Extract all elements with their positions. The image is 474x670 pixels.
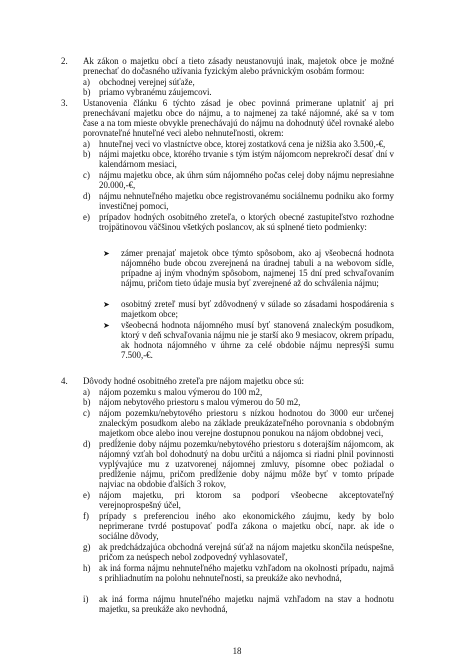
arrow-bullet-icon: ➤ [103,249,110,258]
section-2-item-a: obchodnej verejnej súťaže, [99,77,195,87]
condition-bullet: všeobecná hodnota nájomného musí byť stanovená znaleckým posudkom, ktorý v deň schvaľovania nájmu nie je starší ako 9 mesiacov, okrem prípadu, ak hodnota nájomného v úhrne za celé obdobie nájmu nepresýši sumu 7.500,-€. [121,320,394,360]
section-3-item-c: nájmu majetku obce, ak úhrn súm nájomného počas celej doby nájmu nepresiahne 20.000,-€, [99,170,394,190]
section-4-item-c-letter: c) [83,408,90,418]
page-number: 18 [232,646,242,656]
section-2-item-b: priamo vybranému záujemcovi. [99,87,212,97]
section-3-item-a-letter: a) [83,139,90,149]
condition-bullet: osobitný zreteľ musí byť zdôvodnený v súlade so zásadami hospodárenia s majetkom obce; [121,299,394,319]
section-4-number: 4. [61,376,68,386]
section-3-item-d-letter: d) [83,191,91,201]
section-4-item-h-letter: h) [83,563,91,573]
section-4-item-a: nájom pozemku s malou výmerou do 100 m2, [99,387,263,397]
section-2-item-b-letter: b) [83,87,91,97]
arrow-bullet-icon: ➤ [103,300,110,309]
section-2-number: 2. [61,56,68,66]
section-4-item-f: prípady s preferenciou iného ako ekonomického záujmu, kedy by bolo neprimerane tvrdé postupovať podľa zákona o majetku obcí, napr. ak ide o sociálne dôvody, [99,511,394,541]
arrow-bullet-icon: ➤ [103,321,110,330]
section-3-item-e-letter: e) [83,212,90,222]
section-4-item-b-letter: b) [83,397,91,407]
section-3-number: 3. [61,98,68,108]
section-2-text: Ak zákon o majetku obcí a tieto zásady neustanovujú inak, majetok obce je možné prenechať do dočasného užívania fyzickým alebo právnickým osobám formou: [83,56,394,76]
section-4-item-b: nájom nebytového priestoru s malou výmerou do 50 m2, [99,397,301,407]
section-4-item-c: nájom pozemku/nebytového priestoru s nízkou hodnotou do 3000 eur určenej znaleckým posudkom alebo na základe preukázateľného porovnania s obdobným majetkom obce alebo inou verejne dostupnou ponukou na nájom obdobnej veci, [99,408,394,438]
section-4-item-g: ak predchádzajúca obchodná verejná súťaž na nájom majetku skončila neúspešne, pričom za neúspech nebol zodpovedný vyhlasovateľ, [99,542,394,562]
section-4-item-g-letter: g) [83,542,91,552]
section-3-item-b: nájmi majetku obce, ktorého trvanie s tým istým nájomcom neprekročí desať dní v kalendárnom mesiaci, [99,149,394,169]
section-3-item-b-letter: b) [83,149,91,159]
section-3-item-e: prípadov hodných osobitného zreteľa, o ktorých obecné zastupiteľstvo rozhodne trojpätinovou väčšinou všetkých poslancov, ak sú splnené tieto podmienky: [99,212,394,232]
section-4-item-i: ak iná forma nájmu hnuteľného majetku najmä vzhľadom na stav a hodnotu majetku, sa preukáže ako nevhodná, [99,594,394,614]
section-4-item-d-letter: d) [83,439,91,449]
section-4-item-d: predĺženie doby nájmu pozemku/nebytového priestoru s doterajším nájomcom, ak nájomný vzťah bol dohodnutý na dobu určitú a nájomca si riadni plnil povinnosti vyplývajúce mu z uzatvorenej nájomnej zmluvy, písomne obec požiadal o predĺženie nájmu, pričom predĺženie doby nájmu môže byť v tomto prípade najviac na obdobie ďalších 3 rokov, [99,439,394,489]
section-4-item-f-letter: f) [83,511,89,521]
section-4-item-a-letter: a) [83,387,90,397]
section-2-item-a-letter: a) [83,77,90,87]
section-3-item-a: hnuteľnej veci vo vlastníctve obce, ktorej zostatková cena je nižšia ako 3.500,-€, [99,139,386,149]
section-4-item-i-letter: i) [83,594,89,604]
section-4-item-h: ak iná forma nájmu nehnuteľného majetku vzhľadom na okolnosti prípadu, najmä s prihliadnutím na polohu nehnuteľnosti, sa preukáže ako nevhodná, [99,563,394,583]
section-3-text: Ustanovenia článku 6 týchto zásad je obec povinná primerane uplatniť aj pri prenechávaní majetku obce do nájmu, a to najmenej za také nájomné, aké sa v tom čase a na tom mieste obvykle prenechávajú do nájmu na dohodnutý účel rovnaké alebo porovnateľné hnuteľné veci alebo nehnuteľnosti, okrem: [83,98,394,138]
section-4-text: Dôvody hodné osobitného zreteľa pre nájom majetku obce sú: [83,376,304,386]
section-3-item-c-letter: c) [83,170,90,180]
condition-bullet: zámer prenajať majetok obce týmto spôsobom, ako aj všeobecná hodnota nájomného bude obcou zverejnená na úradnej tabuli a na webovom sídle, prípadne aj iným vhodným spôsobom, najmenej 15 dní pred schvaľovaním nájmu, pričom tieto údaje musia byť zverejnené až do schválenia nájmu; [121,248,394,288]
section-3-item-d: nájmu nehnuteľného majetku obce registrovanému sociálnemu podniku ako formy investičnej pomoci, [99,191,394,211]
section-4-item-e: nájom majetku, pri ktorom sa podporí všeobecne akceptovateľný verejnoprospešný účel, [99,490,394,510]
section-4-item-e-letter: e) [83,490,90,500]
